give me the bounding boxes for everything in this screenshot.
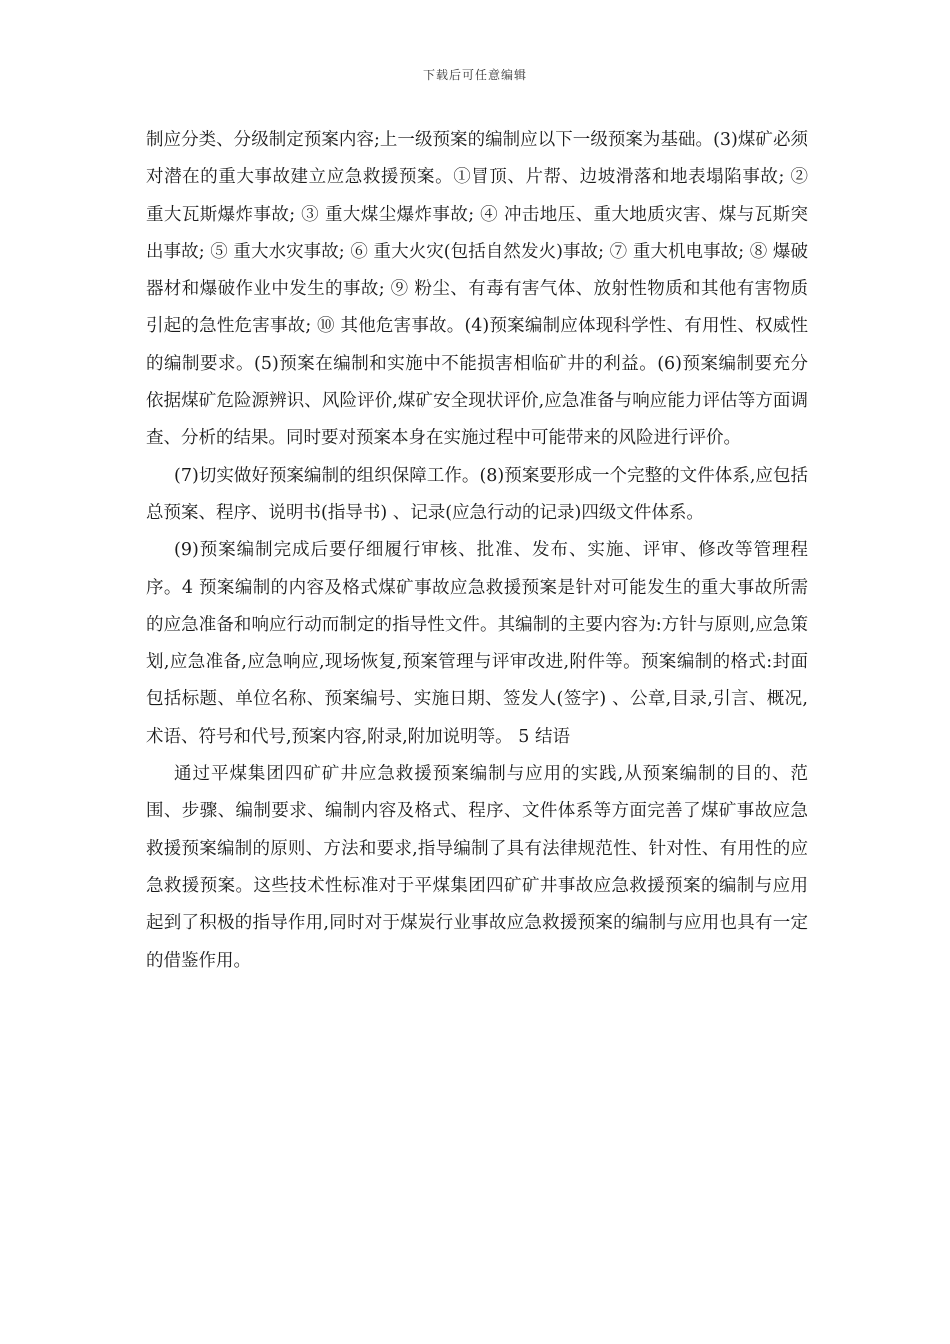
paragraph-3: (9)预案编制完成后要仔细履行审核、批准、发布、实施、评审、修改等管理程序。4 预案编制的内容及格式煤矿事故应急救援预案是针对可能发生的重大事故所需的应急准备和响应行动而制定的指导性文件。其编制的主要内容为:方针与原则,应急策划,应急准备,应急响应,现场恢复,预案管理与评审改进,附件等。预案编制的格式:封面包括标题、单位名称、预案编号、实施日期、签发人(签字) 、公章,目录,引言、概况,术语、符号和代号,预案内容,附录,附加说明等。 5 结语 xyxy=(146,540,808,747)
page-header: 下载后可任意编辑 xyxy=(422,68,527,82)
paragraph-2: (7)切实做好预案编制的组织保障工作。(8)预案要形成一个完整的文件体系,应包括总预案、程序、说明书(指导书) 、记录(应急行动的记录)四级文件体系。 xyxy=(146,465,808,523)
document-body xyxy=(146,122,808,980)
paragraph-1: 制应分类、分级制定预案内容;上一级预案的编制应以下一级预案为基础。(3)煤矿必须对潜在的重大事故建立应急救援预案。①冒顶、片帮、边坡滑落和地表塌陷事故; ② 重大瓦斯爆炸事故; ③ 重大煤尘爆炸事故; ④ 冲击地压、重大地质灾害、煤与瓦斯突出事故; ⑤ 重大水灾事故; ⑥ 重大火灾(包括自然发火)事故; ⑦ 重大机电事故; ⑧ 爆破器材和爆破作业中发生的事故; ⑨ 粉尘、有毒有害气体、放射性物质和其他有害物质引起的急性危害事故; ⑩ 其他危害事故。(4)预案编制应体现科学性、有用性、权威性的编制要求。(5)预案在编制和实施中不能损害相临矿井的利益。(6)预案编制要充分依据煤矿危险源辨识、风险评价,煤矿安全现状评价,应急准备与响应能力评估等方面调查、分析的结果。同时要对预案本身在实施过程中可能带来的风险进行评价。 xyxy=(146,130,808,449)
paragraph-4: 通过平煤集团四矿矿井应急救援预案编制与应用的实践,从预案编制的目的、范围、步骤、编制要求、编制内容及格式、程序、文件体系等方面完善了煤矿事故应急救援预案编制的原则、方法和要求,指导编制了具有法律规范性、针对性、有用性的应急救援预案。这些技术性标准对于平煤集团四矿矿井事故应急救援预案的编制与应用起到了积极的指导作用,同时对于煤炭行业事故应急救援预案的编制与应用也具有一定的借鉴作用。 xyxy=(146,764,808,971)
